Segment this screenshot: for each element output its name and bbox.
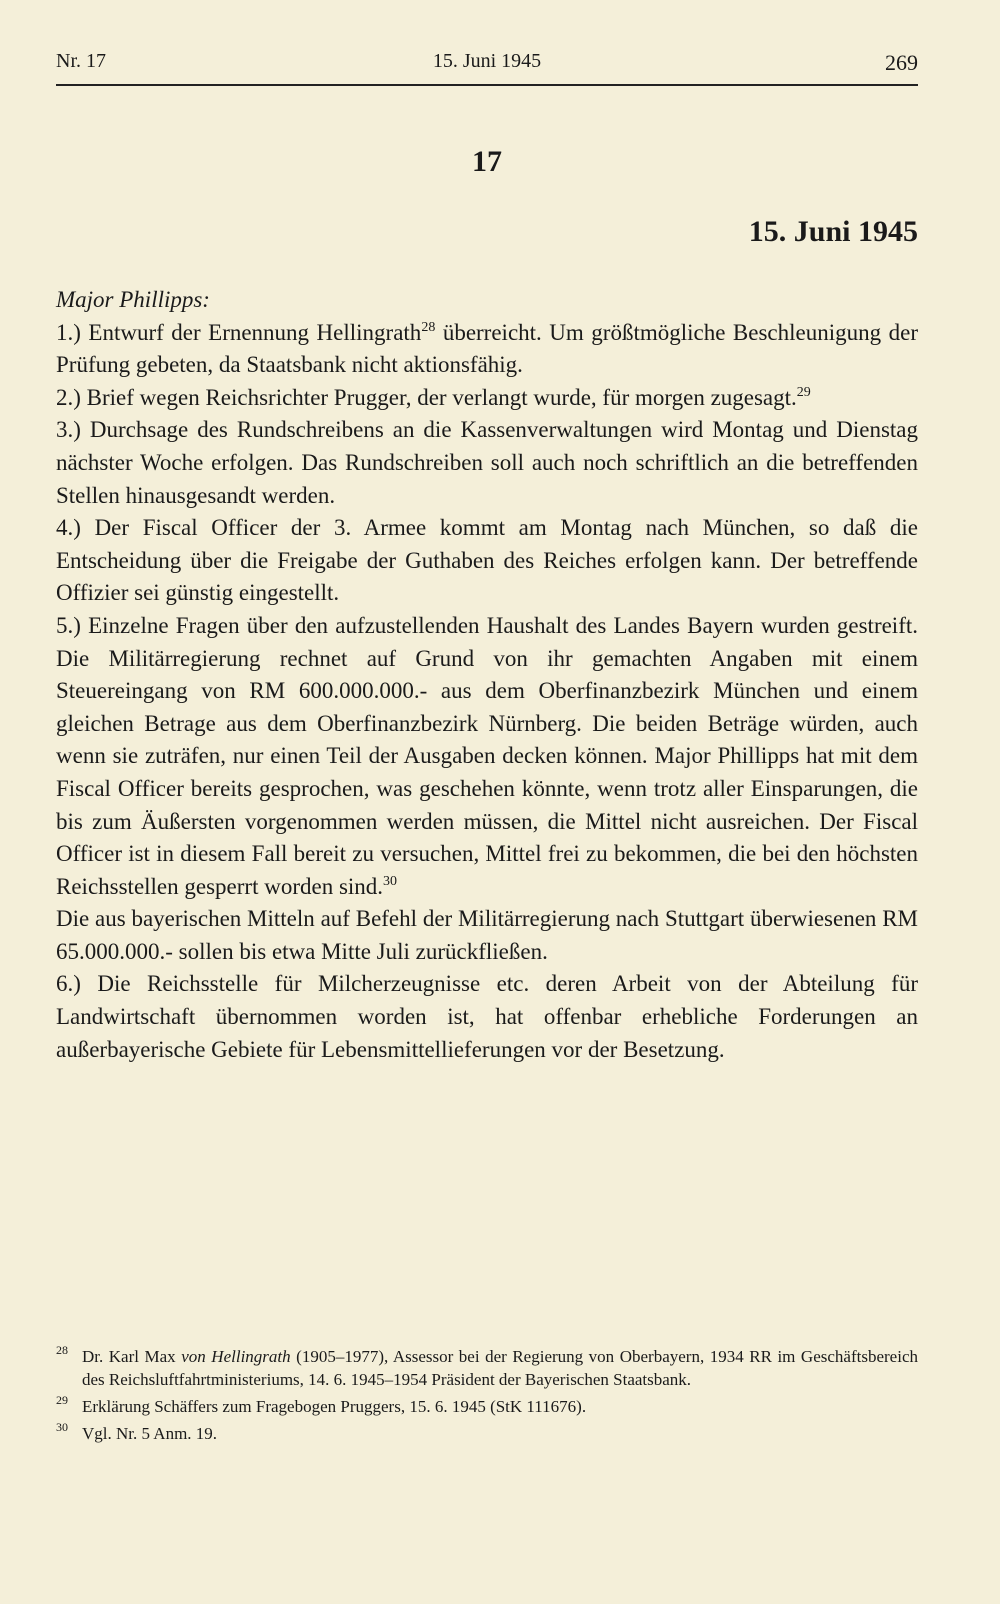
speaker-label: Major Phillipps: — [56, 287, 210, 312]
paragraph-text: Die aus bayerischen Mitteln auf Befehl der Militärregierung nach Stuttgart überwiesenen RM 65.000.000.- sollen bis etwa Mitte Juli zurückfließen. — [56, 906, 918, 964]
body-text — [56, 284, 918, 1066]
running-head — [56, 50, 918, 80]
issue-number: Nr. 17 — [56, 50, 106, 72]
footnote-ref[interactable]: 28 — [421, 319, 436, 335]
header-rule — [56, 84, 918, 86]
paragraph-text: 3.) Durchsage des Rundschreibens an die Kassenverwaltungen wird Montag und Dienstag nächster Woche erfolgen. Das Rundschreiben soll auch noch schriftlich an die betreffenden Stellen hinausgesandt werden. — [56, 417, 918, 508]
paragraph-5 — [56, 610, 918, 903]
paragraph-6 — [56, 968, 918, 1066]
paragraph-2 — [56, 382, 918, 415]
document-date: 15. Juni 1945 — [748, 215, 918, 248]
paragraph-text: 2.) Brief wegen Reichsrichter Prugger, der verlangt wurde, für morgen zugesagt. — [56, 384, 797, 410]
footnote-28 — [56, 1345, 918, 1391]
footnote-text: Vgl. Nr. 5 Anm. 19. — [82, 1424, 218, 1443]
footnote-29 — [56, 1395, 918, 1418]
footnote-text: (1905–1977), Assessor bei der Regierung von Oberbayern, 1934 RR im Geschäftsbereich des Reichsluftfahrtministeriums, 14. 6. 1945–1954 Präsident der Bayerischen Staatsbank. — [82, 1347, 918, 1389]
paragraph-4 — [56, 512, 918, 610]
paragraph-3 — [56, 414, 918, 512]
paragraph-5b — [56, 903, 918, 968]
document-page — [56, 0, 918, 1604]
footnote-text: Erklärung Schäffers zum Fragebogen Pruggers, 15. 6. 1945 (StK 111676). — [82, 1397, 587, 1416]
footnote-italic: von Hellingrath — [181, 1347, 291, 1366]
paragraph-1 — [56, 317, 918, 382]
paragraph-text: 6.) Die Reichsstelle für Milcherzeugnisse etc. deren Arbeit von der Abteilung für Landwirtschaft übernommen worden ist, hat offenbar erhebliche Forderungen an außerbayerische Gebiete für Lebensmittellieferungen vor der Besetzung. — [56, 971, 918, 1062]
footnote-number: 29 — [56, 1393, 68, 1407]
footnotes — [56, 1345, 918, 1449]
document-number: 17 — [472, 145, 502, 178]
paragraph-text: überreicht. Um größtmögliche Beschleunigung der Prüfung gebeten, da Staatsbank nicht aktionsfähig. — [56, 319, 918, 378]
footnote-ref[interactable]: 30 — [383, 873, 398, 889]
footnote-ref[interactable]: 29 — [796, 384, 811, 400]
paragraph-text: 4.) Der Fiscal Officer der 3. Armee kommt am Montag nach München, so daß die Entscheidung über die Freigabe der Guthaben des Reiches erfolgen kann. Der betreffende Offizier sei günstig eingestellt. — [56, 515, 918, 606]
header-date: 15. Juni 1945 — [432, 50, 542, 72]
footnote-text: Dr. Karl Max — [82, 1347, 182, 1366]
paragraph-text: 1.) Entwurf der Ernennung Hellingrath — [56, 319, 422, 345]
page-number: 269 — [885, 50, 918, 75]
paragraph-text: 5.) Einzelne Fragen über den aufzustellenden Haushalt des Landes Bayern wurden gestreift. Die Militärregierung rechnet auf Grund von ihr gemachten Angaben mit einem Steuereingang von RM 600.000.000.- aus dem Oberfinanzbezirk München und einem gleichen Betrage aus dem Oberfinanzbezirk Nürnberg. Die beiden Beträge würden, auch wenn sie zuträfen, nur einen Teil der Ausgaben decken können. Major Phillipps hat mit dem Fiscal Officer bereits gesprochen, was geschehen könnte, wenn trotz aller Einsparungen, die bis zum Äußersten vorgenommen werden müssen, die Mittel nicht ausreichen. Der Fiscal Officer ist in diesem Fall bereit zu versuchen, Mittel frei zu bekommen, die bei den höchsten Reichsstellen gesperrt worden sind. — [56, 612, 918, 899]
footnote-number: 30 — [56, 1420, 68, 1434]
footnote-30 — [56, 1422, 918, 1445]
footnote-number: 28 — [56, 1343, 68, 1357]
